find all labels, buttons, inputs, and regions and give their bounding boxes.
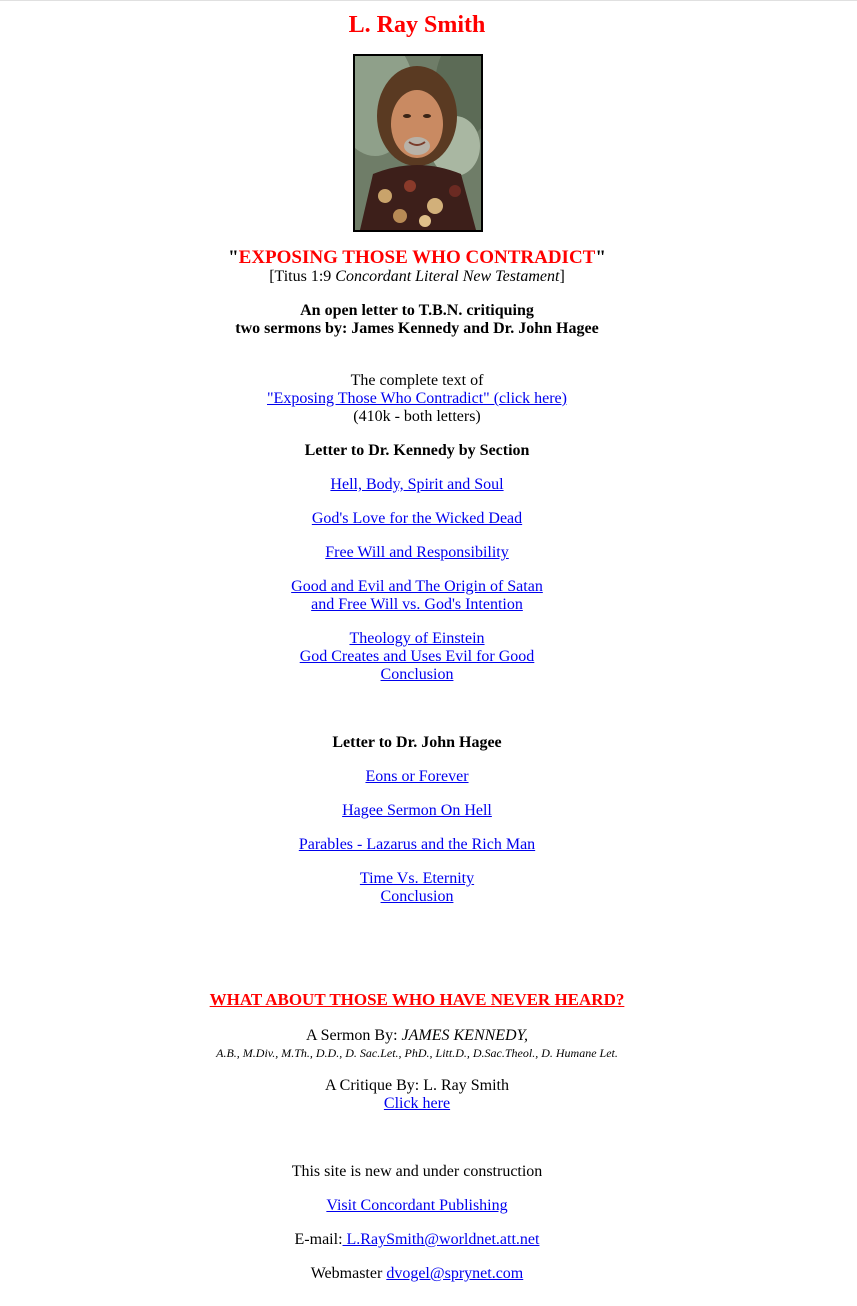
kennedy-link-good-evil[interactable]: Good and Evil and The Origin of Satan	[291, 578, 543, 595]
complete-text-link[interactable]: "Exposing Those Who Contradict" (click here)	[267, 390, 567, 407]
critique-click-here-link[interactable]: Click here	[383, 1095, 451, 1112]
never-heard-row	[0, 990, 834, 1010]
citation-close: ]	[559, 268, 565, 285]
citation-open: [Titus 1:9	[269, 268, 336, 285]
citation-italic: Concordant Literal New Testament	[335, 268, 560, 285]
kennedy-link-hell[interactable]: Hell, Body, Spirit and Soul	[330, 476, 504, 493]
never-heard-link[interactable]: WHAT ABOUT THOSE WHO HAVE NEVER HEARD?	[209, 990, 625, 1009]
critique-by: A Critique By: L. Ray Smith	[324, 1077, 509, 1094]
hagee-link-conclusion[interactable]: Conclusion	[380, 888, 454, 905]
quote-close: "	[595, 247, 606, 268]
kennedy-link-conclusion[interactable]: Conclusion	[380, 666, 454, 683]
hagee-link-parables[interactable]: Parables - Lazarus and the Rich Man	[298, 836, 536, 853]
citation	[0, 268, 834, 286]
sermon-by-line	[0, 1027, 834, 1045]
concordant-publishing-link[interactable]: Visit Concordant Publishing	[326, 1197, 508, 1214]
hagee-section-heading: Letter to Dr. John Hagee	[332, 734, 502, 751]
exposing-title-text: EXPOSING THOSE WHO CONTRADICT	[238, 247, 596, 268]
critique-link-row	[0, 1095, 834, 1113]
sermon-credentials: A.B., M.Div., M.Th., D.D., D. Sac.Let., PhD., Litt.D., D.Sac.Theol., D. Humane Let.	[216, 1046, 618, 1060]
construction-note: This site is new and under construction	[291, 1163, 543, 1180]
kennedy-link-row	[0, 476, 834, 494]
hagee-link-row	[0, 870, 834, 888]
open-letter-line2: two sermons by: James Kennedy and Dr. John Hagee	[235, 320, 599, 337]
sermon-prefix: A Sermon By:	[305, 1027, 402, 1044]
email-link[interactable]: L.RaySmith@worldnet.att.net	[342, 1231, 540, 1248]
kennedy-link-row	[0, 578, 834, 596]
webmaster-email-link[interactable]: dvogel@sprynet.com	[386, 1265, 524, 1282]
kennedy-link-einstein[interactable]: Theology of Einstein	[349, 630, 485, 647]
portrait-photo	[353, 54, 483, 232]
hagee-link-row	[0, 768, 834, 786]
page-title: L. Ray Smith	[348, 12, 486, 38]
email-row	[0, 1231, 834, 1249]
kennedy-link-free-will-intention[interactable]: and Free Will vs. God's Intention	[311, 596, 523, 613]
kennedy-link-row	[0, 648, 834, 666]
hagee-link-row	[0, 888, 834, 906]
complete-text-row	[0, 390, 834, 408]
open-letter-line1: An open letter to T.B.N. critiquing	[300, 302, 534, 319]
publishing-row	[0, 1197, 834, 1215]
kennedy-link-gods-love[interactable]: God's Love for the Wicked Dead	[311, 510, 523, 527]
sermon-author: JAMES KENNEDY,	[401, 1027, 529, 1044]
hagee-link-time-eternity[interactable]: Time Vs. Eternity	[359, 870, 475, 887]
kennedy-link-row	[0, 544, 834, 562]
webmaster-row	[0, 1265, 834, 1283]
kennedy-section-heading: Letter to Dr. Kennedy by Section	[304, 442, 530, 459]
kennedy-link-row	[0, 596, 834, 614]
complete-text-size: (410k - both letters)	[353, 408, 481, 425]
kennedy-link-row	[0, 630, 834, 648]
hagee-link-eons[interactable]: Eons or Forever	[365, 768, 469, 785]
kennedy-link-row	[0, 510, 834, 528]
kennedy-link-god-creates-evil[interactable]: God Creates and Uses Evil for Good	[299, 648, 535, 665]
exposing-title	[0, 247, 834, 269]
hagee-link-sermon-hell[interactable]: Hagee Sermon On Hell	[342, 802, 492, 819]
webmaster-label: Webmaster	[310, 1265, 387, 1282]
email-label: E-mail:	[294, 1231, 343, 1248]
hagee-link-row	[0, 836, 834, 854]
kennedy-link-free-will[interactable]: Free Will and Responsibility	[325, 544, 509, 561]
complete-text-label: The complete text of	[350, 372, 484, 389]
quote-open: "	[228, 247, 239, 268]
kennedy-link-row	[0, 666, 834, 684]
hagee-link-row	[0, 802, 834, 820]
